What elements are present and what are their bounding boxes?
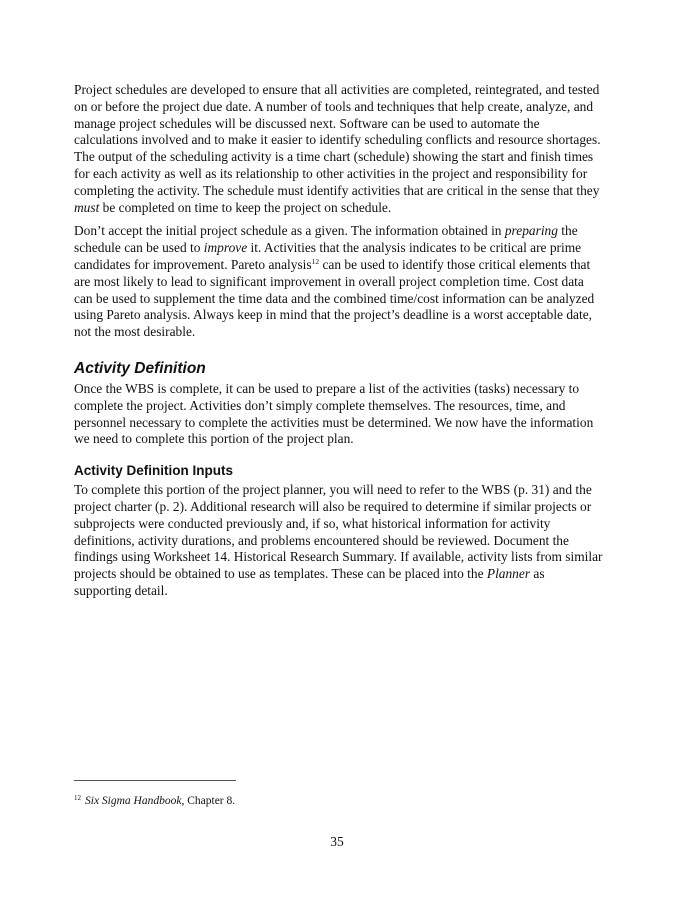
- paragraph-initial-schedule: Don’t accept the initial project schedule as a given. The information obtained in preparing the schedule can be used to improve it. Activities that the analysis indicates to be critical are prime candidates for improvement. Pareto analysis$^{12}$ can be used to identify those critical elements that are most likely to lead to significant improvement in overall project completion time. Cost data can be used to supplement the time data and the combined time/cost information can be analyzed using Pareto analysis. Always keep in mind that the project’s deadline is a worst acceptable date, not the most desirable.: [74, 223, 595, 340]
- footnote: [74, 794, 235, 808]
- emphasis-improve: improve: [203, 240, 248, 256]
- paragraph-activity-definition: Once the WBS is complete, it can be used to prepare a list of the activities (tasks) necessary to complete the project. Activities don’t simply complete themselves. The resources, time, and personnel necessary to complete the activities must be determined. We now have the information we need to complete this portion of the project plan.: [74, 380, 594, 447]
- subsection-heading: Activity Definition Inputs: [74, 463, 234, 479]
- section-heading: Activity Definition: [74, 359, 206, 377]
- footnote-title: Six Sigma Handbook: [85, 795, 182, 807]
- emphasis-planner: Planner: [486, 566, 531, 582]
- paragraph-schedules: Project schedules are developed to ensure that all activities are completed, reintegrated, and tested on or before the project due date. A number of tools and techniques that help create, analyze, and manage project schedules will be discussed next. Software can be used to automate the calculations involved and to make it easier to identify scheduling conflicts and resource shortages. The output of the scheduling activity is a time chart (schedule) showing the start and finish times for each activity as well as its relationship to other activities in the project and responsibility for completing the activity. The schedule must identify activities that are critical in the sense that they must be completed on time to keep the project on schedule.: [74, 82, 601, 215]
- footnote-number: 12: [74, 794, 81, 802]
- emphasis-must: must: [74, 199, 100, 215]
- emphasis-preparing: preparing: [504, 223, 558, 239]
- paragraph-activity-inputs: To complete this portion of the project planner, you will need to refer to the WBS (p. 31) and the project charter (p. 2). Additional research will also be required to determine if similar projects or subprojects were conducted previously and, if so, what historical information for activity definitions, activity durations, and problems encountered should be reviewed. Document the findings using Worksheet 14. Historical Research Summary. If available, activity lists from similar projects should be obtained to use as templates. These can be placed into the Planner as supporting detail.: [74, 482, 603, 598]
- page-body: [74, 82, 604, 607]
- footnote-text: , Chapter 8.: [181, 795, 236, 807]
- page-number: 35: [330, 834, 344, 849]
- footnote-reference[interactable]: 12: [311, 256, 320, 266]
- footnote-divider: [74, 780, 236, 781]
